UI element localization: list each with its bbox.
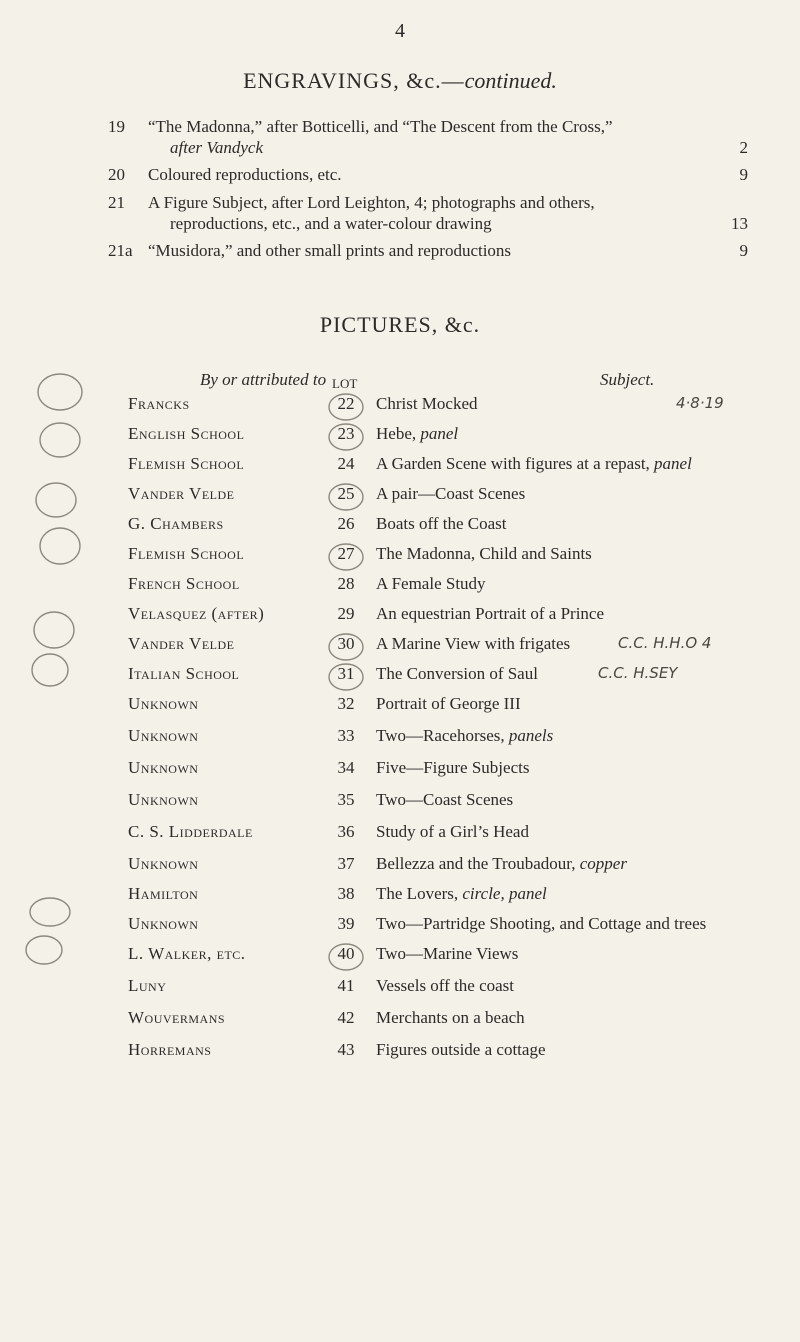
lot-qty: 13 bbox=[731, 214, 748, 233]
artist: Unknown bbox=[128, 758, 199, 777]
lot-text: “The Madonna,” after Botticelli, and “The Descent from the Cross,” bbox=[148, 117, 613, 136]
subject: Hebe, bbox=[376, 424, 421, 443]
lot-circle-30 bbox=[329, 634, 363, 660]
subject: A Garden Scene with figures at a repast, bbox=[376, 454, 655, 473]
artist: Unknown bbox=[128, 914, 199, 933]
lot-number: 38 bbox=[337, 884, 355, 903]
artist: Italian School bbox=[128, 664, 240, 683]
subject: Vessels off the coast bbox=[376, 976, 515, 995]
artist: French School bbox=[128, 574, 240, 593]
column-artist-header: By or attributed to bbox=[200, 370, 327, 389]
lot-number: 24 bbox=[337, 454, 355, 473]
subject: A Marine View with frigates bbox=[376, 634, 571, 653]
lot-text-cont: reproductions, etc., and a water-colour drawing bbox=[170, 214, 492, 233]
lot-number: 26 bbox=[337, 514, 355, 533]
lot-number: 36 bbox=[337, 822, 355, 841]
lot-circle-40 bbox=[329, 944, 363, 970]
lot-number: 40 bbox=[337, 944, 355, 963]
margin-scribble bbox=[38, 374, 82, 410]
lot-circle-31 bbox=[329, 664, 363, 690]
subject: The Madonna, Child and Saints bbox=[376, 544, 592, 563]
lot-number: 25 bbox=[337, 484, 355, 503]
lot-circle-23 bbox=[329, 424, 363, 450]
lot-number: 28 bbox=[337, 574, 355, 593]
lot-text: “Musidora,” and other small prints and reproductions bbox=[148, 241, 512, 260]
column-subject-header: Subject. bbox=[600, 370, 655, 389]
lot-number: 31 bbox=[337, 664, 355, 683]
artist: Hamilton bbox=[128, 884, 199, 903]
artist: Wouvermans bbox=[128, 1008, 226, 1027]
artist: L. Walker, etc. bbox=[128, 944, 246, 963]
subject: Christ Mocked bbox=[376, 394, 478, 413]
subject-medium: panel bbox=[654, 454, 692, 473]
lot-circle-22 bbox=[329, 394, 363, 420]
artist: Vander Velde bbox=[128, 634, 235, 653]
artist: G. Chambers bbox=[128, 514, 224, 533]
artist: Flemish School bbox=[128, 454, 245, 473]
lot-number: 21a bbox=[108, 241, 133, 260]
artist: Unknown bbox=[128, 694, 199, 713]
lot-number: 29 bbox=[337, 604, 355, 623]
margin-scribble bbox=[34, 612, 74, 648]
margin-scribble bbox=[40, 423, 80, 457]
subject: A Female Study bbox=[376, 574, 486, 593]
artist: Velasquez (after) bbox=[128, 604, 265, 623]
artist: Unknown bbox=[128, 726, 199, 745]
subject: Merchants on a beach bbox=[376, 1008, 525, 1027]
column-lot-header: LOT bbox=[332, 376, 358, 391]
subject: Study of a Girl’s Head bbox=[376, 822, 529, 841]
artist: Luny bbox=[128, 976, 167, 995]
engravings-heading-text: ENGRAVINGS, &c.— bbox=[243, 68, 465, 93]
subject: Two—Marine Views bbox=[376, 944, 519, 963]
lot-number: 22 bbox=[337, 394, 355, 413]
artist: Horremans bbox=[128, 1040, 212, 1059]
subject: Boats off the Coast bbox=[376, 514, 507, 533]
subject-medium: panels bbox=[508, 726, 554, 745]
lot-number: 37 bbox=[337, 854, 355, 873]
artist: Unknown bbox=[128, 790, 199, 809]
lot-number: 32 bbox=[337, 694, 355, 713]
subject: Five—Figure Subjects bbox=[376, 758, 530, 777]
lot-number: 27 bbox=[337, 544, 355, 563]
subject: The Lovers, bbox=[376, 884, 463, 903]
subject: Bellezza and the Troubadour, bbox=[376, 854, 580, 873]
subject: Figures outside a cottage bbox=[376, 1040, 546, 1059]
handwritten-price-lot30: C.C. H.H.O 4 bbox=[618, 634, 712, 652]
subject: A pair—Coast Scenes bbox=[376, 484, 526, 503]
handwritten-price-lot31: C.C. H.SEY bbox=[598, 664, 678, 682]
margin-scribble bbox=[32, 654, 68, 686]
lot-number: 42 bbox=[337, 1008, 355, 1027]
subject-medium: panel bbox=[420, 424, 459, 443]
lot-qty: 9 bbox=[739, 241, 748, 260]
subject: The Conversion of Saul bbox=[376, 664, 538, 683]
artist: Francks bbox=[128, 394, 190, 413]
engravings-heading-cont: continued. bbox=[464, 68, 557, 93]
margin-scribble bbox=[26, 936, 62, 964]
lot-number: 23 bbox=[337, 424, 355, 443]
margin-scribble bbox=[30, 898, 70, 926]
subject: Two—Coast Scenes bbox=[376, 790, 514, 809]
lot-qty: 2 bbox=[739, 138, 748, 157]
lot-circle-27 bbox=[329, 544, 363, 570]
lot-number: 33 bbox=[337, 726, 355, 745]
lot-text: Coloured reproductions, etc. bbox=[148, 165, 342, 184]
lot-number: 35 bbox=[337, 790, 355, 809]
lot-number: 39 bbox=[337, 914, 355, 933]
artist: English School bbox=[128, 424, 245, 443]
subject: Portrait of George III bbox=[376, 694, 521, 713]
artist: Unknown bbox=[128, 854, 199, 873]
lot-text: A Figure Subject, after Lord Leighton, 4; photographs and others, bbox=[148, 193, 595, 212]
subject: Two—Racehorses, bbox=[376, 726, 509, 745]
lot-number: 43 bbox=[337, 1040, 355, 1059]
margin-scribble bbox=[40, 528, 80, 564]
lot-text-cont: after Vandyck bbox=[170, 138, 263, 157]
lot-number: 34 bbox=[337, 758, 355, 777]
artist: Vander Velde bbox=[128, 484, 235, 503]
subject: An equestrian Portrait of a Prince bbox=[376, 604, 605, 623]
lot-number: 19 bbox=[108, 117, 125, 136]
lot-number: 20 bbox=[108, 165, 125, 184]
pictures-heading: PICTURES, &c. bbox=[319, 312, 481, 337]
margin-scribble bbox=[36, 483, 76, 517]
lot-number: 21 bbox=[108, 193, 125, 212]
lot-number: 30 bbox=[337, 634, 355, 653]
page-number: 4 bbox=[395, 20, 405, 42]
subject: Two—Partridge Shooting, and Cottage and trees bbox=[376, 914, 707, 933]
artist: C. S. Lidderdale bbox=[128, 822, 253, 841]
lot-qty: 9 bbox=[739, 165, 748, 184]
subject-medium: circle, panel bbox=[462, 884, 547, 903]
artist: Flemish School bbox=[128, 544, 245, 563]
subject-medium: copper bbox=[579, 854, 627, 873]
lot-circle-25 bbox=[329, 484, 363, 510]
lot-number: 41 bbox=[337, 976, 355, 995]
handwritten-price-lot22: 4·8·19 bbox=[676, 394, 724, 412]
